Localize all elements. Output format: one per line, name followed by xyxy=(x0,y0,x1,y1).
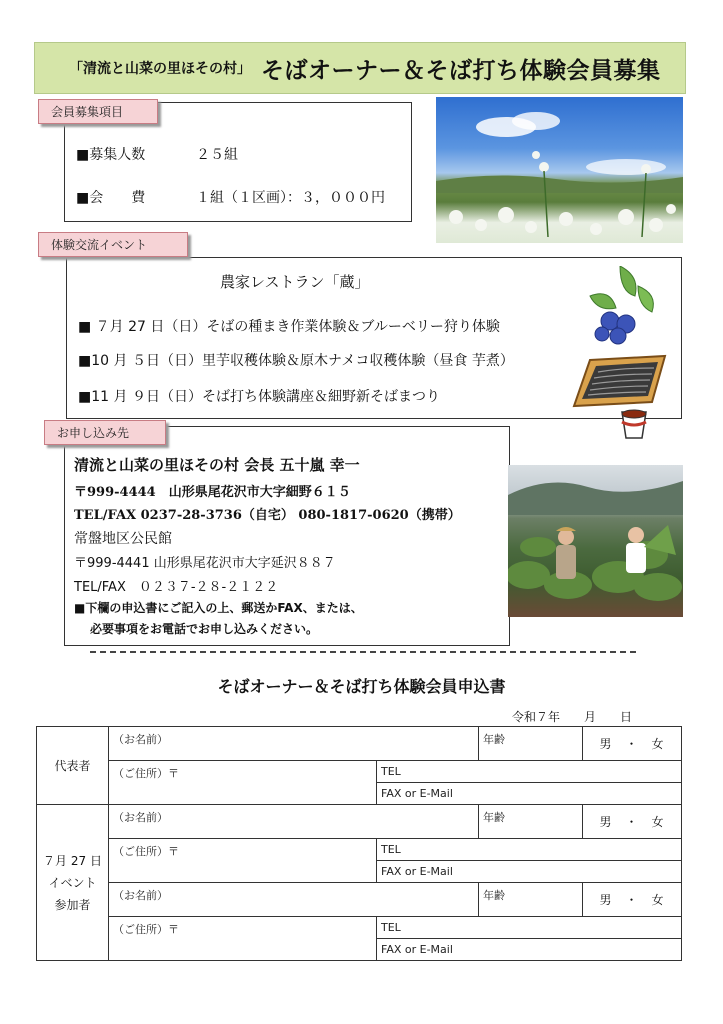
recruit-fee-value: １組（１区画）：３，０００円 xyxy=(196,190,385,206)
p2-fax-field[interactable]: FAX or E-Mail xyxy=(381,943,453,956)
rep-age-field[interactable]: 年齢 xyxy=(479,727,583,761)
recruit-count-label: ■募集人数 xyxy=(76,147,146,163)
p2-name-field[interactable]: （お名前） xyxy=(109,883,479,917)
p1-name-field[interactable]: （お名前） xyxy=(109,805,479,839)
rep-sex-field[interactable]: 男 ・ 女 xyxy=(583,727,682,761)
p2-tel-field[interactable]: TEL xyxy=(377,917,681,939)
soba-box-icon xyxy=(570,350,670,445)
event-item-1: ■ ７月 27 日（日）そばの種まき作業体験＆ブルーベリー狩り体験 xyxy=(78,319,500,335)
title-subtitle: 「清流と山菜の里ほその村」 xyxy=(69,61,251,77)
buckwheat-field-photo xyxy=(436,97,683,243)
contact-tab: お申し込み先 xyxy=(44,420,166,445)
p2-sex-field[interactable]: 男 ・ 女 xyxy=(583,883,682,917)
rep-tel-field[interactable]: TEL xyxy=(377,761,681,783)
contact-hall: 常盤地区公民館 xyxy=(74,531,172,547)
p1-sex-field[interactable]: 男 ・ 女 xyxy=(583,805,682,839)
farm-people-icon xyxy=(508,465,683,617)
event-tab: 体験交流イベント xyxy=(38,232,188,257)
rep-fax-field[interactable]: FAX or E-Mail xyxy=(381,787,453,800)
contact-address-1: 〒999-4444 山形県尾花沢市大字細野６１５ xyxy=(74,485,351,500)
p1-tel-field[interactable]: TEL xyxy=(377,839,681,861)
participant-label xyxy=(37,805,109,961)
rep-address-field[interactable]: （ご住所）〒 xyxy=(109,761,377,805)
contact-tel-2: TEL/FAX ０２３７-２８-２１２２ xyxy=(74,580,279,595)
recruit-tab: 会員募集項目 xyxy=(38,99,158,124)
event-venue: 農家レストラン「蔵」 xyxy=(220,273,370,291)
participant-label-date: ７月 27 日 xyxy=(43,853,102,868)
contact-address-2: 〒999-4441 山形県尾花沢市大字延沢８８７ xyxy=(74,556,336,571)
p1-age-field[interactable]: 年齢 xyxy=(479,805,583,839)
contact-org: 清流と山菜の里ほその村 会長 五十嵐 幸一 xyxy=(74,456,360,474)
p1-address-field[interactable]: （ご住所）〒 xyxy=(109,839,377,883)
participant-label-member: 参加者 xyxy=(54,897,91,912)
rep-contact-cell xyxy=(377,761,682,805)
p2-address-field[interactable]: （ご住所）〒 xyxy=(109,917,377,961)
event-item-2: ■10 月 ５日（日）里芋収穫体験＆原木ナメコ収穫体験（昼食 芋煮） xyxy=(78,353,514,369)
recruit-fee-label: ■会 費 xyxy=(76,190,146,206)
application-form-table xyxy=(36,726,682,961)
p2-age-field[interactable]: 年齢 xyxy=(479,883,583,917)
p2-contact-cell xyxy=(377,917,682,961)
title-banner xyxy=(34,42,686,94)
page-title: そばオーナー＆そば打ち体験会員募集 xyxy=(261,57,661,84)
form-date: 令和７年 月 日 xyxy=(512,710,633,724)
contact-tel-1: TEL/FAX 0237-28-3736（自宅） 080-1817-0620（携帯） xyxy=(74,508,461,523)
form-title: そばオーナー＆そば打ち体験会員申込書 xyxy=(217,677,506,696)
rep-label: 代表者 xyxy=(37,727,109,805)
buckwheat-field-icon xyxy=(436,97,683,243)
recruit-count-value: ２５組 xyxy=(196,147,238,163)
event-item-3: ■11 月 ９日（日）そば打ち体験講座＆細野新そばまつり xyxy=(78,389,440,405)
rep-name-field[interactable]: （お名前） xyxy=(109,727,479,761)
farm-people-photo xyxy=(508,465,683,617)
p1-fax-field[interactable]: FAX or E-Mail xyxy=(381,865,453,878)
contact-note-1: ■下欄の申込書にご記入の上、郵送かFAX、または、 xyxy=(74,601,363,615)
contact-note-2: 必要事項をお電話でお申し込みください。 xyxy=(90,622,319,636)
cut-line xyxy=(90,651,636,653)
blueberry-icon xyxy=(580,266,660,346)
participant-label-event: イベント xyxy=(48,875,97,890)
p1-contact-cell xyxy=(377,839,682,883)
